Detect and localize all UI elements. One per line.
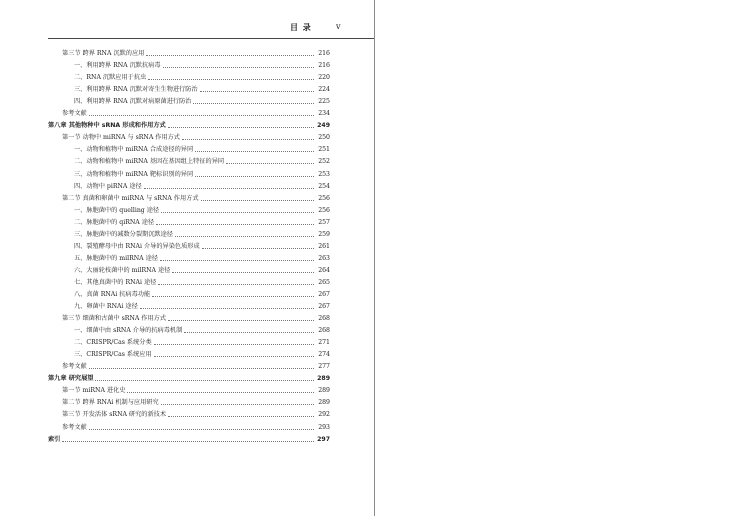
dot-leader <box>168 319 314 321</box>
toc-entry-page: 277 <box>318 363 330 371</box>
toc-entry-title: 三、脉胞菌中的减数分裂期沉默途径 <box>74 230 173 238</box>
toc-entry[interactable] <box>48 251 330 263</box>
toc-entry-title: 一、动物和植物中 miRNA 合成途径的异同 <box>74 146 194 154</box>
dot-leader <box>168 126 314 128</box>
toc-entry-page: 251 <box>318 146 330 154</box>
toc-entry-title: 一、细菌中由 sRNA 介导的抗病毒机制 <box>74 327 183 335</box>
toc-entry[interactable] <box>48 239 330 251</box>
toc-entry[interactable] <box>48 203 330 215</box>
toc-entry-title: 四、裂殖酵母中由 RNAi 介导的异染色质形成 <box>74 242 200 250</box>
toc-entry-title: 第二节 真菌和卵菌中 miRNA 与 sRNA 作用方式 <box>62 194 199 202</box>
toc-entry-page: 293 <box>318 423 330 431</box>
toc-entry-title: 第一节 miRNA 进化史 <box>62 387 126 395</box>
toc-entry[interactable] <box>48 179 330 191</box>
toc-entry[interactable] <box>48 166 330 178</box>
toc-entry[interactable] <box>48 335 330 347</box>
toc-entry-title: 第三节 跨界 RNA 沉默的应用 <box>62 50 145 58</box>
toc-entry-title: 第三节 开发活体 sRNA 研究的新技术 <box>62 411 167 419</box>
toc-entry-page: 257 <box>318 218 330 226</box>
toc-entry-page: 267 <box>318 303 330 311</box>
toc-entry-title: 六、大丽轮枝菌中的 milRNA 途径 <box>74 266 171 274</box>
toc-entry-title: 三、CRISPR/Cas 系统应用 <box>74 351 152 359</box>
dot-leader <box>152 295 314 297</box>
dot-leader <box>226 162 314 164</box>
toc-entry[interactable] <box>48 407 330 419</box>
dot-leader <box>182 138 314 140</box>
toc-entry-title: 参考文献 <box>62 363 87 371</box>
dot-leader <box>89 428 314 430</box>
toc-entry-page: 292 <box>318 411 330 419</box>
toc-entry-page: 263 <box>318 254 330 262</box>
toc-entry-page: 297 <box>317 435 330 443</box>
toc-entry-page: 225 <box>318 98 330 106</box>
toc-entry-page: 216 <box>318 62 330 70</box>
dot-leader <box>158 283 314 285</box>
toc-entry-title: 索引 <box>48 435 61 443</box>
toc-entry-title: 三、利用跨界 RNA 沉默对寄生生物进行防治 <box>74 86 198 94</box>
toc-entry-page: 252 <box>318 158 330 166</box>
dot-leader <box>89 114 314 116</box>
toc-entry[interactable] <box>48 395 330 407</box>
toc-entry-page: 250 <box>318 134 330 142</box>
page-divider <box>374 0 375 516</box>
toc-entry-title: 第二节 跨界 RNAi 机制与应用研究 <box>62 399 159 407</box>
header-rule <box>48 38 374 39</box>
dot-leader <box>195 150 314 152</box>
toc-entry-page: 264 <box>318 266 330 274</box>
dot-leader <box>201 199 314 201</box>
toc-entry-page: 268 <box>318 315 330 323</box>
dot-leader <box>154 355 314 357</box>
toc-entry[interactable] <box>48 191 330 203</box>
toc-entry-title: 三、动物和植物中 miRNA 靶标识别的异同 <box>74 170 194 178</box>
toc-chapter[interactable] <box>48 432 330 444</box>
toc-entry[interactable] <box>48 130 330 142</box>
toc-entry[interactable] <box>48 359 330 371</box>
toc-entry-title: 八、真菌 RNAi 抗病毒功能 <box>74 290 151 298</box>
dot-leader <box>144 187 314 189</box>
toc-entry[interactable] <box>48 419 330 431</box>
dot-leader <box>202 247 314 249</box>
toc-entry-page: 254 <box>318 182 330 190</box>
toc-entry-page: 268 <box>318 327 330 335</box>
toc-entry-page: 289 <box>318 399 330 407</box>
toc-entry-title: 一、利用跨界 RNA 沉默抗病毒 <box>74 62 161 70</box>
dot-leader <box>161 403 314 405</box>
toc-entry[interactable] <box>48 275 330 287</box>
dot-leader <box>140 307 314 309</box>
toc-entry[interactable] <box>48 299 330 311</box>
toc-entry-page: 256 <box>318 194 330 202</box>
toc-entry[interactable] <box>48 287 330 299</box>
toc-entry[interactable] <box>48 70 330 82</box>
dot-leader <box>200 90 314 92</box>
toc-entry-title: 第九章 研究展望 <box>48 375 94 383</box>
dot-leader <box>154 343 314 345</box>
toc-entry[interactable] <box>48 46 330 58</box>
toc-chapter[interactable] <box>48 118 330 130</box>
toc-entry-title: 一、脉胞菌中的 quelling 途径 <box>74 206 160 214</box>
dot-leader <box>161 211 314 213</box>
dot-leader <box>148 78 314 80</box>
dot-leader <box>160 259 314 261</box>
toc-entry[interactable] <box>48 215 330 227</box>
toc-entry-page: 220 <box>318 74 330 82</box>
table-of-contents <box>48 46 330 444</box>
toc-entry-page: 259 <box>318 230 330 238</box>
toc-entry-title: 七、其他真菌中的 RNAi 途径 <box>74 278 157 286</box>
dot-leader <box>146 54 314 56</box>
dot-leader <box>193 102 314 104</box>
toc-entry-title: 四、动物中 piRNA 途径 <box>74 182 142 190</box>
toc-entry[interactable] <box>48 311 330 323</box>
toc-entry-title: 参考文献 <box>62 423 87 431</box>
toc-entry[interactable] <box>48 347 330 359</box>
toc-entry[interactable] <box>48 82 330 94</box>
toc-entry-page: 274 <box>318 351 330 359</box>
toc-entry-page: 289 <box>317 375 330 383</box>
toc-entry[interactable] <box>48 154 330 166</box>
dot-leader <box>163 66 314 68</box>
toc-entry-title: 参考文献 <box>62 110 87 118</box>
toc-chapter[interactable] <box>48 371 330 383</box>
dot-leader <box>175 235 314 237</box>
dot-leader <box>195 175 314 177</box>
dot-leader <box>127 391 314 393</box>
toc-entry-page: 261 <box>318 242 330 250</box>
toc-entry[interactable] <box>48 58 330 70</box>
dot-leader <box>95 379 314 381</box>
dot-leader <box>89 367 314 369</box>
running-header-title: 目 录 <box>290 22 312 32</box>
toc-entry-title: 第一节 动物中 miRNA 与 sRNA 作用方式 <box>62 134 180 142</box>
toc-entry-page: 265 <box>318 278 330 286</box>
toc-entry-page: 271 <box>318 339 330 347</box>
dot-leader <box>156 223 314 225</box>
dot-leader <box>62 440 314 442</box>
toc-entry-page: 216 <box>318 50 330 58</box>
toc-entry-page: 253 <box>318 170 330 178</box>
toc-entry-page: 267 <box>318 290 330 298</box>
toc-entry[interactable] <box>48 383 330 395</box>
toc-entry-page: 234 <box>318 110 330 118</box>
toc-entry-page: 249 <box>317 122 330 130</box>
toc-entry[interactable] <box>48 323 330 335</box>
toc-entry-page: 256 <box>318 206 330 214</box>
dot-leader <box>184 331 314 333</box>
toc-entry-page: 289 <box>318 387 330 395</box>
toc-entry[interactable] <box>48 263 330 275</box>
dot-leader <box>172 271 314 273</box>
toc-entry-title: 二、动物和植物中 miRNA 基因在基因组上特征的异同 <box>74 158 225 166</box>
toc-entry-title: 第三节 细菌和古菌中 sRNA 作用方式 <box>62 315 167 323</box>
toc-entry-title: 九、卵菌中 RNAi 途径 <box>74 303 138 311</box>
running-header-page-number: v <box>336 22 342 31</box>
toc-entry-title: 五、脉胞菌中的 milRNA 途径 <box>74 254 158 262</box>
toc-entry[interactable] <box>48 227 330 239</box>
toc-entry-page: 224 <box>318 86 330 94</box>
toc-entry-title: 二、脉胞菌中的 qiRNA 途径 <box>74 218 155 226</box>
toc-entry[interactable] <box>48 106 330 118</box>
toc-entry-title: 四、利用跨界 RNA 沉默对病原菌进行防治 <box>74 98 192 106</box>
toc-entry[interactable] <box>48 142 330 154</box>
toc-entry-title: 二、RNA 沉默应用于抗虫 <box>74 74 147 82</box>
dot-leader <box>168 415 314 417</box>
toc-entry-title: 第八章 其他物种中 sRNA 形成和作用方式 <box>48 122 166 130</box>
toc-entry-title: 二、CRISPR/Cas 系统分类 <box>74 339 152 347</box>
toc-entry[interactable] <box>48 94 330 106</box>
